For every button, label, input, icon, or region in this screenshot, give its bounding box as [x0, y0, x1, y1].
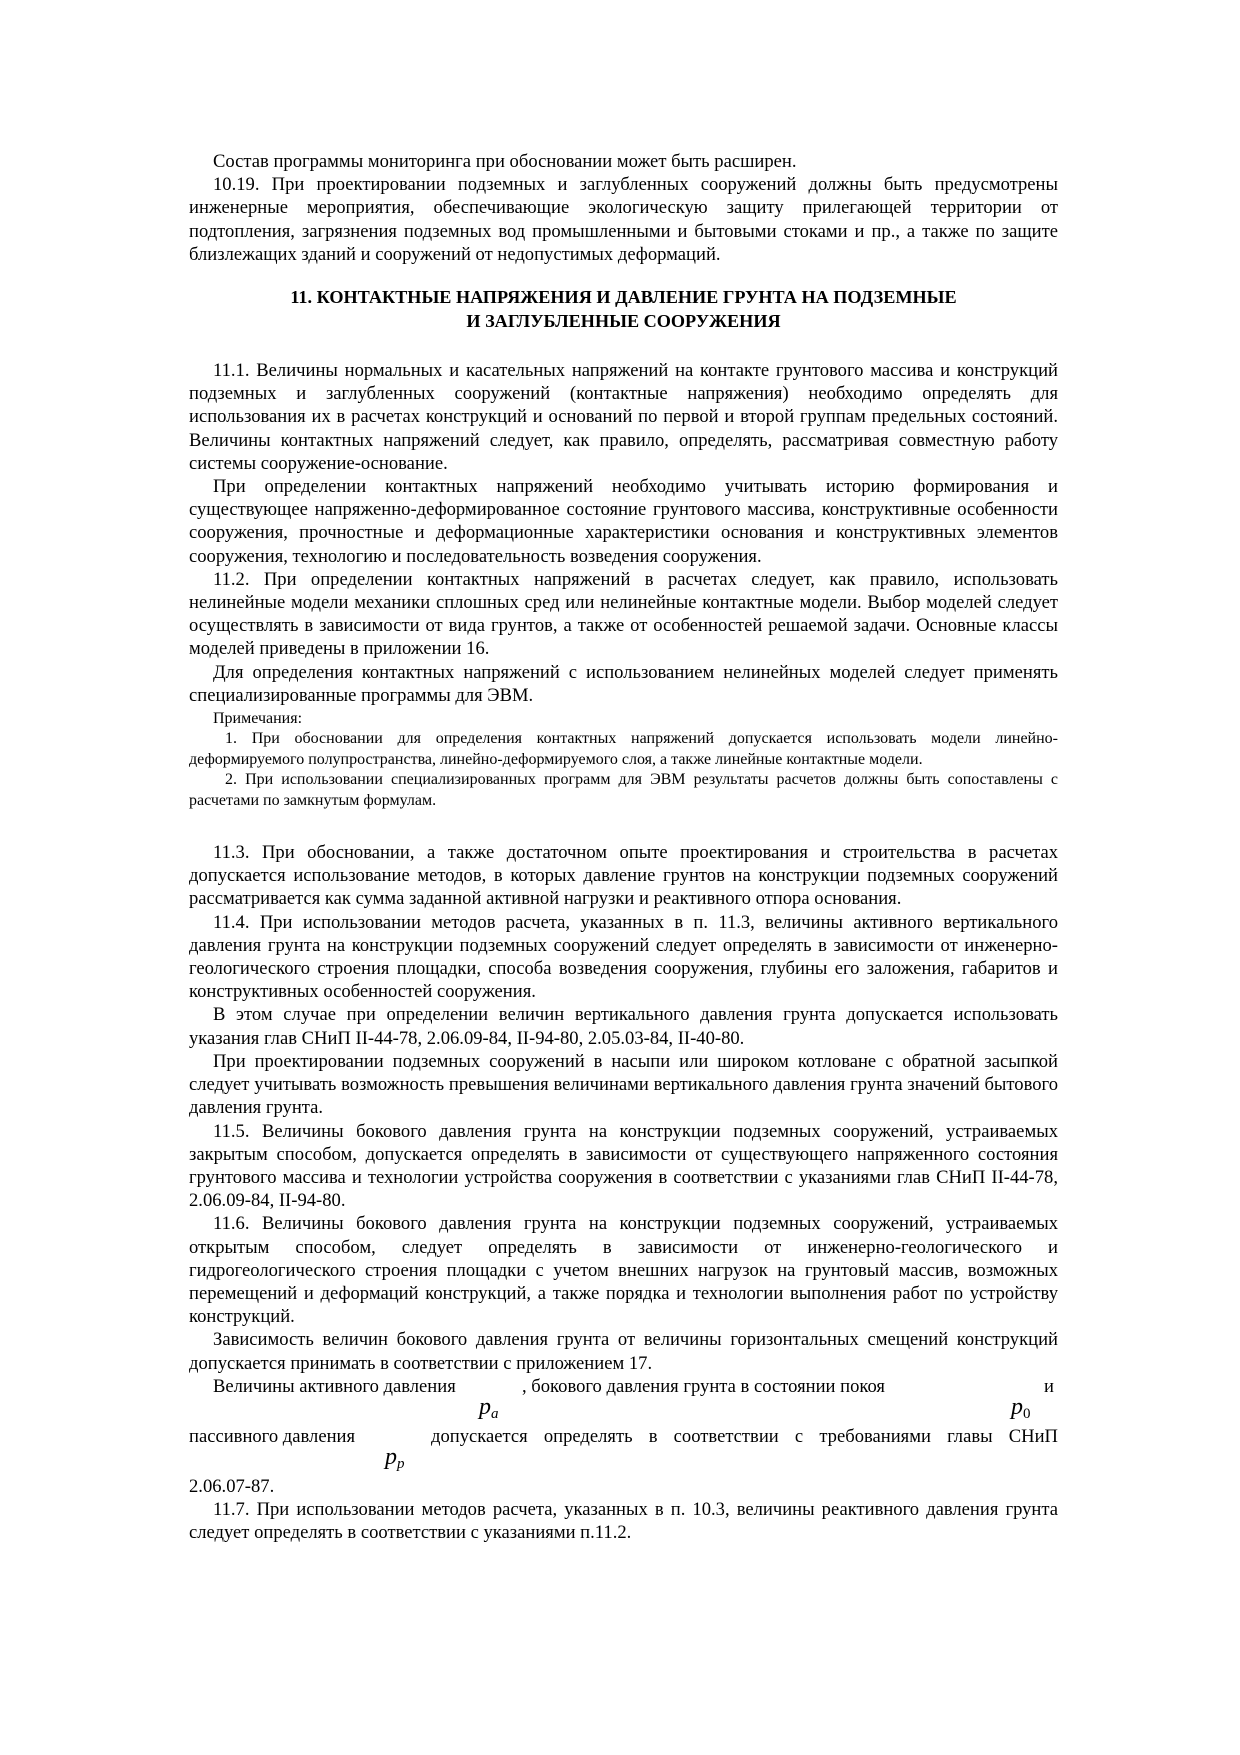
spacer	[189, 811, 1058, 841]
note-2: 2. При использовании специализированных программ для ЭВМ результаты расчетов должны быть сопоставлены с расчетами по замкнутым формулам.	[189, 771, 1058, 809]
paragraph-11-4-embankment: При проектировании подземных сооружений в насыпи или широком котловане с обратной засыпкой следует учитывать возможность превышения величинами вертикального давления грунта значений бытового давления грунта.	[189, 1050, 1058, 1119]
text-passive-pressure: пассивного давления	[189, 1425, 356, 1447]
symbol-p0: $p_0$	[1011, 1393, 1031, 1422]
note-1: 1. При обосновании для определения контактных напряжений допускается использовать модели линейно-деформируемого полупространства, линейно-деформируемого слоя, а также линейные контактные модели.	[189, 730, 1058, 768]
formula-line-passive	[189, 1425, 1058, 1475]
text-and: и	[1044, 1375, 1054, 1397]
paragraph-11-2: 11.2. При определении контактных напряжений в расчетах следует, как правило, использовать нелинейные модели механики сплошных сред или нелинейные контактные модели. Выбор моделей следует осуществлять в зависимости от вида грунтов, а также от особенностей решаемой задачи. Основные классы моделей приведены в приложении 16.	[189, 568, 1058, 660]
text-active-pressure: Величины активного давления	[213, 1375, 456, 1397]
paragraph-11-1: 11.1. Величины нормальных и касательных напряжений на контакте грунтового массива и конструкций подземных и заглубленных сооружений (контактные напряжения) необходимо определять для использования их в расчетах конструкций и оснований по первой и второй группам предельных состояний. Величины контактных напряжений следует, как правило, определять, рассматривая совместную работу системы сооружение-основание.	[189, 360, 1058, 474]
document-page	[189, 150, 1058, 1544]
paragraph-11-3: 11.3. При обосновании, а также достаточном опыте проектирования и строительства в расчетах допускается использование методов, в которых давление грунтов на конструкции подземных сооружений рассматривается как сумма заданной активной нагрузки и реактивного отпора основания.	[189, 842, 1058, 910]
paragraph-11-4-snip: В этом случае при определении величин вертикального давления грунта допускается использовать указания глав СНиП II-44-78, 2.06.09-84, II-94-80, 2.05.03-84, II-40-80.	[189, 1004, 1058, 1049]
paragraph-11-2-continued: Для определения контактных напряжений с использованием нелинейных моделей следует применять специализированные программы для ЭВМ.	[189, 661, 1058, 706]
symbol-pa: $p_a$	[479, 1393, 499, 1422]
section-heading	[189, 286, 1058, 333]
paragraph-monitoring: Состав программы мониторинга при обосновании может быть расширен.	[213, 151, 797, 172]
section-title-line-2: И ЗАГЛУБЛЕННЫЕ СООРУЖЕНИЯ	[466, 310, 781, 331]
symbol-pp: $p_p$	[385, 1443, 405, 1472]
paragraph-snip-2-06-07-87: 2.06.07-87.	[189, 1475, 275, 1497]
paragraph-11-7: 11.7. При использовании методов расчета, указанных в п. 10.3, величины реактивного давления грунта следует определять в соответствии с указаниями п.11.2.	[189, 1498, 1058, 1544]
paragraph-11-6: 11.6. Величины бокового давления грунта на конструкции подземных сооружений, устраиваемых открытым способом, следует определять в зависимости от инженерно-геологического и гидрогеологического строения площадки с учетом внешних нагрузок на грунтовый массив, возможных перемещений и деформаций конструкций, а также порядка и технологии выполнения работ по устройству конструкций.	[189, 1213, 1058, 1328]
paragraph-11-5: 11.5. Величины бокового давления грунта на конструкции подземных сооружений, устраиваемых закрытым способом, допускается определять в зависимости от существующего напряженного состояния грунтового массива и технологии устройства сооружения в соответствии с указаниями глав СНиП II-44-78, 2.06.09-84, II-94-80.	[189, 1120, 1058, 1212]
paragraph-11-4: 11.4. При использовании методов расчета, указанных в п. 11.3, величины активного вертикального давления грунта на конструкции подземных сооружений следует определять в зависимости от инженерно-геологического строения площадки, способа возведения сооружения, глубины его заложения, габаритов и конструктивных особенностей сооружения.	[189, 911, 1058, 1003]
paragraph-10-19: 10.19. При проектировании подземных и заглубленных сооружений должны быть предусмотрены инженерные мероприятия, обеспечивающие экологическую защиту прилегающей территории от подтопления, загрязнения подземных вод промышленными и бытовыми стоками и пр., а также по защите близлежащих зданий и сооружений от недопустимых деформаций.	[189, 174, 1058, 265]
formula-line-active-rest	[189, 1375, 1058, 1425]
text-snip-requirements: допускается определять в соответствии с требованиями главы СНиП	[431, 1425, 1058, 1447]
text-rest-pressure: , бокового давления грунта в состоянии покоя	[522, 1375, 885, 1397]
paragraph-11-6-continued: Зависимость величин бокового давления грунта от величины горизонтальных смещений конструкций допускается принимать в соответствии с приложением 17.	[189, 1329, 1058, 1374]
section-title-line-1: 11. КОНТАКТНЫЕ НАПРЯЖЕНИЯ И ДАВЛЕНИЕ ГРУНТА НА ПОДЗЕМНЫЕ	[290, 287, 957, 308]
paragraph-11-1-continued: При определении контактных напряжений необходимо учитывать историю формирования и существующее напряженно-деформированное состояние грунтового массива, конструктивные особенности сооружения, прочностные и деформационные характеристики основания и конструктивных элементов сооружения, технологию и последовательность возведения сооружения.	[189, 476, 1058, 567]
notes-title: Примечания:	[213, 710, 303, 728]
